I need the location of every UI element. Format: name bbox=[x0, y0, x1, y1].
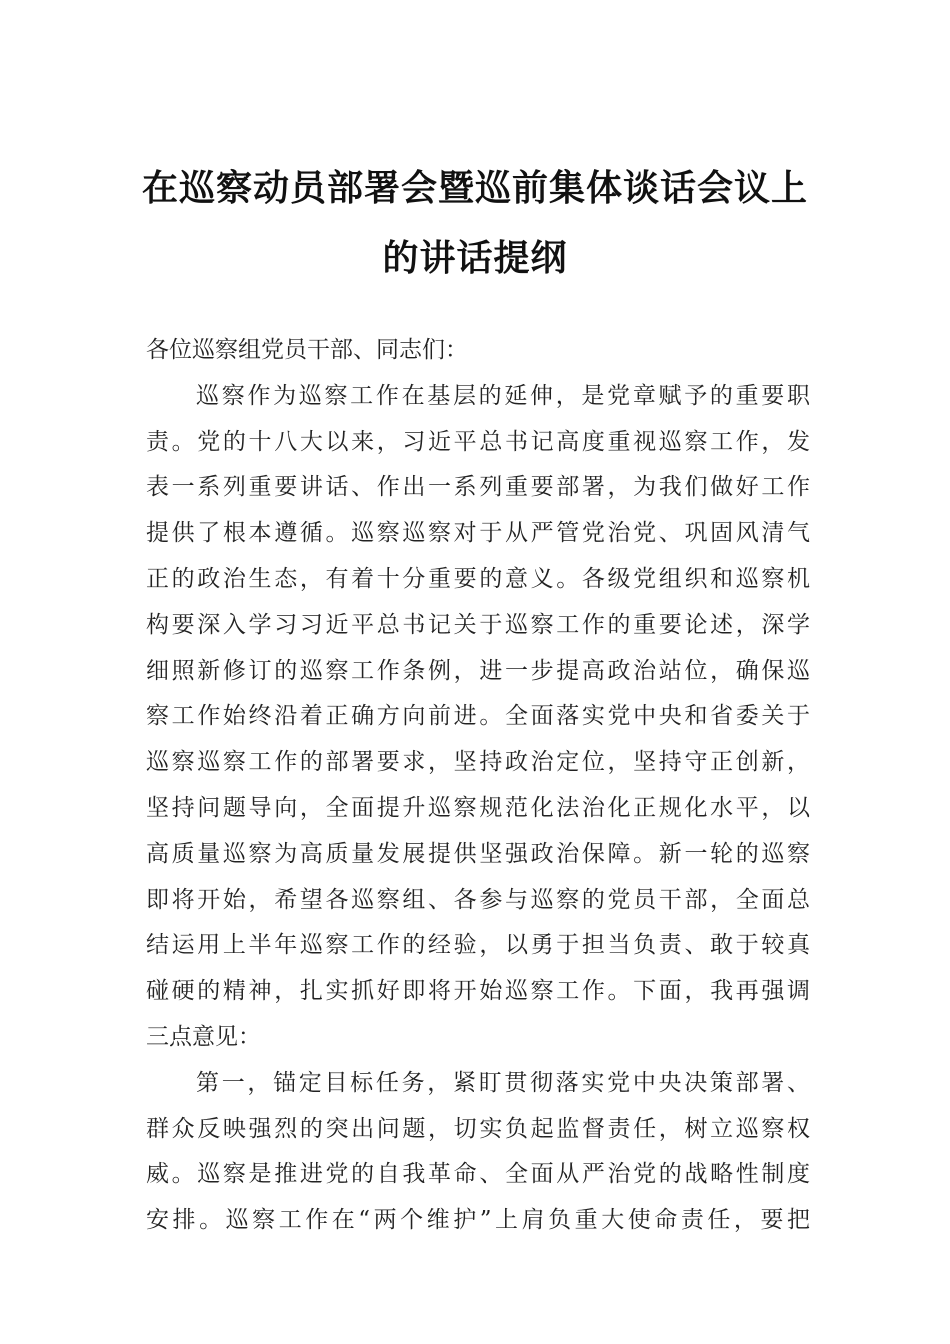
paragraph-2-line: 群众反映强烈的突出问题，切实负起监督责任，树立巡察权 bbox=[146, 1115, 810, 1142]
document-title-line-1: 在巡察动员部署会暨巡前集体谈话会议上 bbox=[141, 167, 808, 209]
paragraph-1-line: 高质量巡察为高质量发展提供坚强政治保障。新一轮的巡察 bbox=[146, 840, 810, 867]
paragraph-1-line: 三点意见： bbox=[146, 1023, 261, 1050]
paragraph-1-line: 正的政治生态，有着十分重要的意义。各级党组织和巡察机 bbox=[146, 565, 810, 592]
paragraph-1-line: 责。党的十八大以来，习近平总书记高度重视巡察工作，发 bbox=[146, 428, 810, 455]
paragraph-1-line: 结运用上半年巡察工作的经验，以勇于担当负责、敢于较真 bbox=[146, 932, 810, 959]
paragraph-1-line: 巡察作为巡察工作在基层的延伸，是党章赋予的重要职 bbox=[196, 382, 810, 409]
document-title-line-2: 的讲话提纲 bbox=[382, 237, 568, 279]
salutation: 各位巡察组党员干部、同志们： bbox=[146, 337, 468, 363]
paragraph-1-line: 表一系列重要讲话、作出一系列重要部署，为我们做好工作 bbox=[146, 474, 810, 501]
paragraph-1-line: 细照新修订的巡察工作条例，进一步提高政治站位，确保巡 bbox=[146, 657, 810, 684]
paragraph-2-line: 威。巡察是推进党的自我革命、全面从严治党的战略性制度 bbox=[146, 1161, 810, 1188]
paragraph-1-line: 察工作始终沿着正确方向前进。全面落实党中央和省委关于 bbox=[146, 703, 810, 730]
paragraph-1-line: 即将开始，希望各巡察组、各参与巡察的党员干部，全面总 bbox=[146, 886, 810, 913]
paragraph-1-line: 提供了根本遵循。巡察巡察对于从严管党治党、巩固风清气 bbox=[146, 520, 810, 547]
paragraph-1-line: 碰硬的精神，扎实抓好即将开始巡察工作。下面，我再强调 bbox=[146, 978, 810, 1005]
document-body bbox=[146, 328, 810, 1244]
paragraph-1-line: 坚持问题导向，全面提升巡察规范化法治化正规化水平，以 bbox=[146, 794, 810, 821]
paragraph-2-line: 第一，锚定目标任务，紧盯贯彻落实党中央决策部署、 bbox=[196, 1069, 810, 1096]
paragraph-1-line: 巡察巡察工作的部署要求，坚持政治定位，坚持守正创新， bbox=[146, 749, 810, 776]
paragraph-1-line: 构要深入学习习近平总书记关于巡察工作的重要论述，深学 bbox=[146, 611, 810, 638]
paragraph-2-line: 安排。巡察工作在“两个维护”上肩负重大使命责任，要把 bbox=[146, 1207, 810, 1234]
